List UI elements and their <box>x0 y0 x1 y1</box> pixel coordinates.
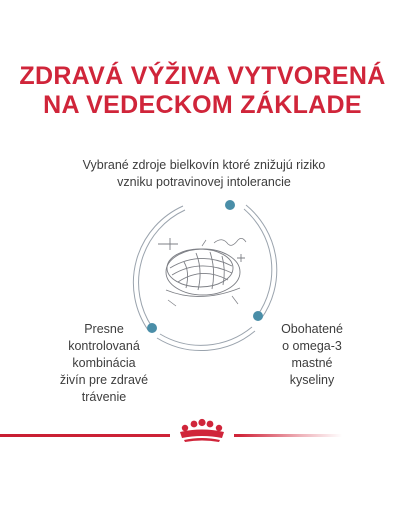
circle-arc-outer-left-2 <box>133 206 183 330</box>
circle-arc-outer-right <box>244 209 272 316</box>
royal-canin-crown-logo <box>170 418 234 446</box>
benefit-right-line-4: kyseliny <box>289 373 335 387</box>
dot-right <box>253 311 263 321</box>
benefit-omega-3 <box>263 321 361 389</box>
circle-arc-outer-left <box>139 210 185 327</box>
benefit-top-line-2: vzniku potravinovej intolerancie <box>117 175 291 189</box>
headline-line-1: ZDRAVÁ VÝŽIVA VYTVORENÁ <box>19 62 386 90</box>
benefit-top-line-1: Vybrané zdroje bielkovín ktoré znižujú riziko <box>82 158 326 172</box>
headline-line-2: NA VEDECKOM ZÁKLADE <box>43 91 362 119</box>
circle-arc-outer-right-2 <box>246 205 277 319</box>
dot-top <box>225 200 235 210</box>
benefit-left-line-2: kontrolovaná <box>68 339 140 353</box>
benefit-right-line-3: mastné <box>291 356 333 370</box>
benefit-left-line-3: kombinácia <box>72 356 136 370</box>
benefit-left-line-5: trávenie <box>81 390 127 404</box>
benefit-right-line-1: Obohatené <box>281 322 343 336</box>
kibble-sketch-icon <box>158 238 246 306</box>
benefit-nutrient-combination <box>48 321 160 406</box>
benefit-left-line-1: Presne <box>84 322 124 336</box>
benefit-protein-sources <box>70 157 338 191</box>
circle-arc-bottom-2 <box>157 331 255 351</box>
benefit-right-line-2: o omega-3 <box>282 339 342 353</box>
benefit-left-line-4: živín pre zdravé <box>59 373 149 387</box>
